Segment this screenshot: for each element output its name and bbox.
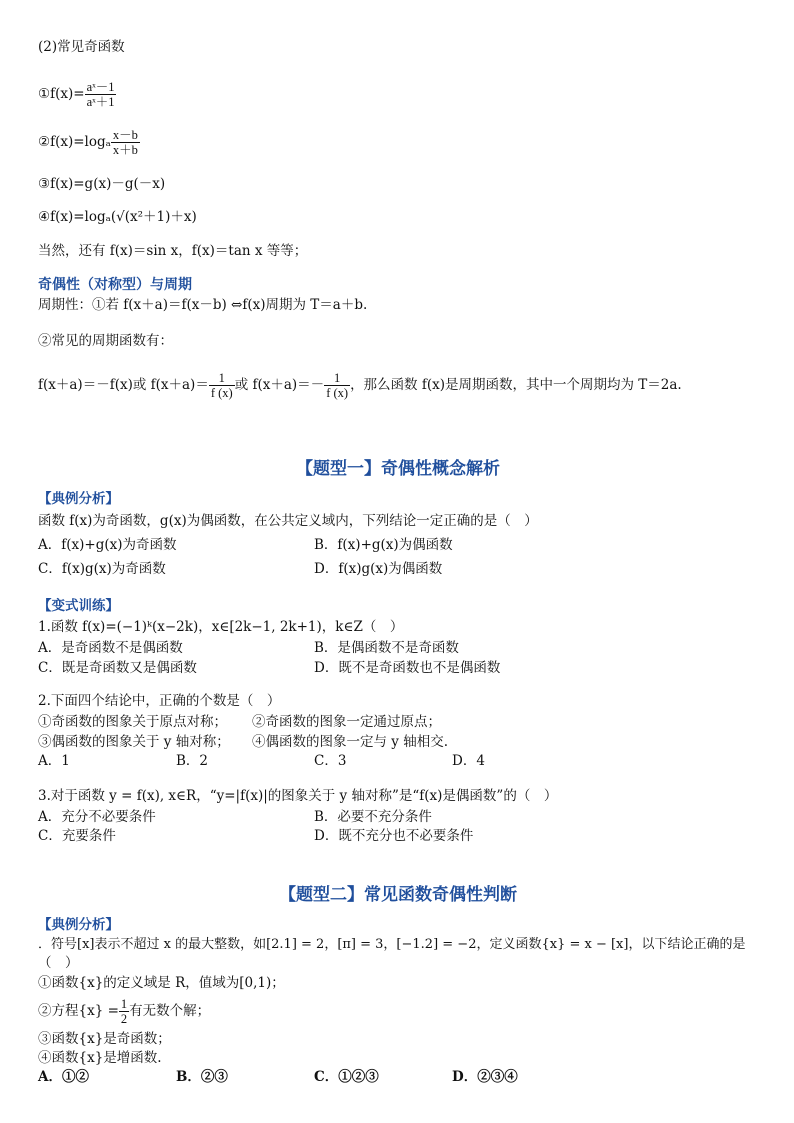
- section-2-option-c[interactable]: C．①②③: [314, 1069, 379, 1085]
- section-2-statement-3: ③函数{x}是奇函数；: [38, 1031, 171, 1047]
- practice-question-3: 3.对于函数 y = f(x), x∈R，“y=|f(x)|的图象关于 y 轴对称”是“f(x)是偶函数”的（ ）: [38, 788, 558, 804]
- period-line-3-part-b: 或 f(x＋a)＝－: [234, 377, 325, 393]
- formula-1-prefix: ①f(x)=: [38, 86, 85, 102]
- section-2-option-d[interactable]: D．②③④: [452, 1069, 518, 1085]
- practice-2-statement-2: ②奇函数的图象一定通过原点；: [252, 714, 441, 730]
- formula-2-numerator: x－b: [112, 128, 138, 142]
- period-line-1: 周期性：①若 f(x＋a)＝f(x－b) ⇔f(x)周期为 T＝a＋b.: [38, 297, 368, 313]
- section-1-example-tag: 【典例分析】: [38, 491, 119, 507]
- practice-question-2: 2.下面四个结论中，正确的个数是（ ）: [38, 693, 281, 709]
- statement-2-suffix: 有无数个解；: [129, 1003, 211, 1019]
- statement-2-prefix: ②方程{x} =: [38, 1003, 119, 1019]
- statement-2-fraction: [119, 997, 129, 1026]
- practice-1-option-c[interactable]: C．既是奇函数又是偶函数: [38, 660, 197, 676]
- practice-2-option-c[interactable]: C．3: [314, 753, 347, 769]
- formula-2-prefix: ②f(x)=logₐ: [38, 134, 111, 150]
- period-line-2: ②常见的周期函数有：: [38, 333, 173, 349]
- period-fraction-1-den: f (x): [210, 386, 233, 400]
- section-1-option-d[interactable]: D．f(x)g(x)为偶函数: [314, 561, 443, 577]
- section-1-option-a[interactable]: A．f(x)+g(x)为奇函数: [38, 537, 177, 553]
- section-2-example-tag: 【典例分析】: [38, 917, 119, 933]
- section-1-option-c[interactable]: C．f(x)g(x)为奇函数: [38, 561, 166, 577]
- section-2-option-b[interactable]: B．②③: [176, 1069, 228, 1085]
- practice-3-option-a[interactable]: A．充分不必要条件: [38, 809, 156, 825]
- odd-functions-heading: (2)常见奇函数: [38, 39, 125, 55]
- formula-4: ④f(x)=logₐ(√(x²＋1)＋x): [38, 209, 197, 225]
- practice-2-option-d[interactable]: D．4: [452, 753, 485, 769]
- practice-3-option-c[interactable]: C．充要条件: [38, 828, 116, 844]
- section-2-statement-1: ①函数{x}的定义域是 R，值域为[0,1)；: [38, 975, 285, 991]
- statement-2-fraction-num: 1: [120, 997, 128, 1011]
- practice-2-statement-3: ③偶函数的图象关于 y 轴对称；: [38, 734, 230, 750]
- practice-3-option-d[interactable]: D．既不充分也不必要条件: [314, 828, 474, 844]
- section-2-question-line-1: ．符号[x]表示不超过 x 的最大整数，如[2.1] = 2，[π] = 3，[−1.2] = −2，定义函数{x} = x − [x]，以下结论正确的是: [38, 937, 746, 952]
- section-2-statement-2: [38, 994, 210, 1028]
- section-1-example-question: 函数 f(x)为奇函数，g(x)为偶函数，在公共定义域内，下列结论一定正确的是（ ）: [38, 513, 538, 529]
- formula-1-denominator: aˣ＋1: [86, 95, 115, 109]
- section-2-question-line-2: （ ）: [38, 955, 79, 971]
- section-2-statement-4: ④函数{x}是增函数.: [38, 1050, 162, 1066]
- formula-3: ③f(x)=g(x)－g(－x): [38, 176, 166, 192]
- practice-1-option-d[interactable]: D．既不是奇函数也不是偶函数: [314, 660, 501, 676]
- period-heading: 奇偶性（对称型）与周期: [38, 277, 192, 293]
- period-fraction-1: [209, 371, 235, 400]
- practice-2-option-b[interactable]: B．2: [176, 753, 209, 769]
- formula-1: [38, 76, 116, 112]
- section-1-practice-tag: 【变式训练】: [38, 598, 119, 614]
- also-note: 当然，还有 f(x)＝sin x，f(x)＝tan x 等等；: [38, 243, 308, 259]
- period-line-3-part-c: ，那么函数 f(x)是周期函数，其中一个周期均为 T＝2a.: [350, 377, 682, 393]
- period-fraction-2: [324, 371, 350, 400]
- period-line-3: [38, 366, 682, 404]
- practice-2-statement-4: ④偶函数的图象一定与 y 轴相交.: [252, 734, 449, 750]
- formula-2: [38, 124, 140, 160]
- period-fraction-1-num: 1: [209, 371, 235, 386]
- formula-1-fraction: [85, 80, 117, 109]
- period-fraction-2-num: 1: [324, 371, 350, 386]
- practice-2-statement-1: ①奇函数的图象关于原点对称；: [38, 714, 227, 730]
- practice-2-option-a[interactable]: A．1: [38, 753, 70, 769]
- period-line-3-part-a: f(x＋a)＝－f(x)或 f(x＋a)＝: [38, 377, 209, 393]
- practice-question-1: 1.函数 f(x)=(−1)ᵏ(x−2k)，x∈[2k−1, 2k+1)，k∈Z（ ）: [38, 619, 404, 635]
- formula-2-fraction: [111, 128, 140, 157]
- section-1-title: 【题型一】奇偶性概念解析: [296, 459, 500, 479]
- practice-1-option-b[interactable]: B．是偶函数不是奇函数: [314, 640, 459, 656]
- period-fraction-2-den: f (x): [326, 386, 349, 400]
- practice-1-option-a[interactable]: A．是奇函数不是偶函数: [38, 640, 183, 656]
- section-2-option-a[interactable]: A．①②: [38, 1069, 89, 1085]
- section-2-title: 【题型二】常见函数奇偶性判断: [279, 885, 517, 905]
- statement-2-fraction-den: 2: [120, 1012, 128, 1026]
- practice-3-option-b[interactable]: B．必要不充分条件: [314, 809, 432, 825]
- section-1-option-b[interactable]: B．f(x)+g(x)为偶函数: [314, 537, 453, 553]
- formula-1-numerator: aˣ－1: [86, 80, 115, 94]
- formula-2-denominator: x＋b: [112, 143, 138, 157]
